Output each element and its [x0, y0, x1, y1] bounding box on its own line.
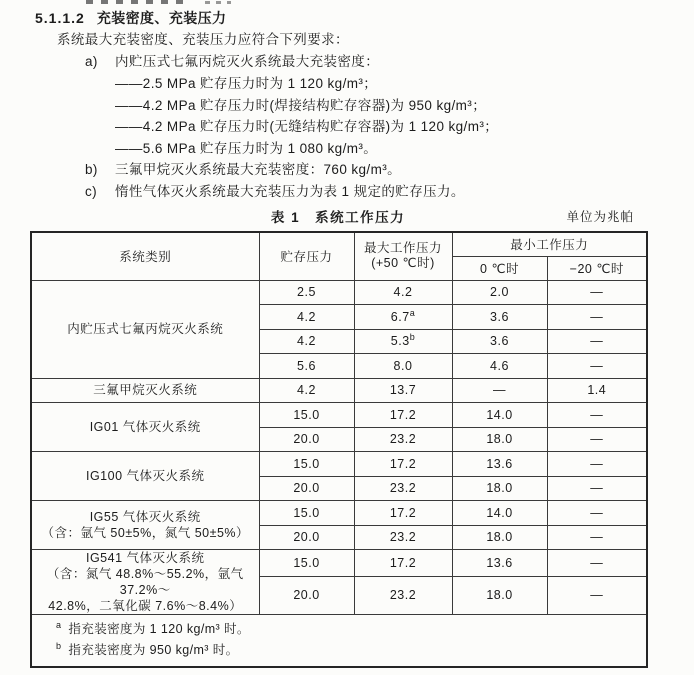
- cell-max: 17.2: [354, 403, 452, 428]
- section-title: 充装密度、充装压力: [96, 10, 227, 26]
- category-ig541: IG541 气体灭火系统 （含：氮气 48.8%～55.2%，氩气 37.2%～ 42.8%，二氧化碳 7.6%～8.4%）: [31, 550, 259, 615]
- cell-min-minus20c: —: [547, 403, 647, 428]
- table-row: [31, 378, 647, 403]
- cell-min-minus20c: —: [547, 329, 647, 354]
- cell-storage: 20.0: [259, 525, 354, 550]
- cell-max: 23.2: [354, 576, 452, 614]
- cell-min-0c: 3.6: [452, 305, 547, 330]
- list-item-a-text: 内贮压式七氟丙烷灭火系统最大充装密度：: [115, 54, 380, 69]
- cell-max: 6.7$^a$: [354, 305, 452, 330]
- cell-min-0c: 13.6: [452, 550, 547, 577]
- list-item-a-sub-3: ——4.2 MPa 贮存压力时(无缝结构贮存容器)为 1 120 kg/m³；: [115, 119, 499, 134]
- cell-min-minus20c: —: [547, 427, 647, 452]
- header-storage-pressure: 贮存压力: [259, 232, 354, 280]
- pressure-table: [30, 231, 648, 668]
- cell-storage: 15.0: [259, 403, 354, 428]
- cell-min-minus20c: —: [547, 501, 647, 526]
- list-item-a-sub-1: ——2.5 MPa 贮存压力时为 1 120 kg/m³；: [115, 76, 378, 91]
- table-row: [31, 501, 647, 526]
- cell-storage: 2.5: [259, 280, 354, 305]
- header-max-line1: 最大工作压力: [363, 241, 442, 256]
- table-row: [31, 403, 647, 428]
- category-ig01: IG01 气体灭火系统: [31, 403, 259, 452]
- cell-min-0c: 18.0: [452, 476, 547, 501]
- footnotes-row: [31, 615, 647, 667]
- footnotes-cell: [31, 615, 647, 667]
- section-intro: 系统最大充装密度、充装压力应符合下列要求：: [57, 32, 349, 47]
- table-caption: 表 1 系统工作压力: [270, 210, 406, 225]
- cell-storage: 15.0: [259, 501, 354, 526]
- list-item-b-label: b): [85, 162, 98, 177]
- list-item-a-label: a): [85, 54, 98, 69]
- cell-max: 4.2: [354, 280, 452, 305]
- cropped-previous-line-fragment: [205, 1, 231, 4]
- cell-max: 23.2: [354, 476, 452, 501]
- cell-min-0c: 13.6: [452, 452, 547, 477]
- list-item-c-label: c): [85, 184, 98, 199]
- cell-max: 17.2: [354, 550, 452, 577]
- cell-min-minus20c: 1.4: [547, 378, 647, 403]
- cell-storage: 4.2: [259, 305, 354, 330]
- list-item-b-text: 三氟甲烷灭火系统最大充装密度：760 kg/m³。: [115, 162, 402, 177]
- cell-min-0c: 2.0: [452, 280, 547, 305]
- cell-storage: 15.0: [259, 550, 354, 577]
- header-max-line2: (+50 ℃时): [371, 256, 435, 271]
- cell-storage: 20.0: [259, 476, 354, 501]
- cell-max: 13.7: [354, 378, 452, 403]
- cell-storage: 4.2: [259, 378, 354, 403]
- cell-min-minus20c: —: [547, 576, 647, 614]
- cell-max: 17.2: [354, 501, 452, 526]
- cell-min-minus20c: —: [547, 550, 647, 577]
- table-caption-row: [30, 206, 646, 224]
- cell-max: 23.2: [354, 525, 452, 550]
- cell-min-minus20c: —: [547, 476, 647, 501]
- category-hfc23: 三氟甲烷灭火系统: [31, 378, 259, 403]
- cell-min-0c: 18.0: [452, 525, 547, 550]
- header-max-working-pressure: [354, 232, 452, 280]
- section-number: 5.1.1.2: [35, 10, 85, 26]
- cell-max: 17.2: [354, 452, 452, 477]
- section-heading: [35, 10, 226, 26]
- cell-min-minus20c: —: [547, 354, 647, 379]
- list-item-a-sub-4: ——5.6 MPa 贮存压力时为 1 080 kg/m³。: [115, 141, 378, 156]
- list-item-c: [85, 184, 465, 200]
- cell-min-minus20c: —: [547, 525, 647, 550]
- cell-max: 5.3$^b$: [354, 329, 452, 354]
- cropped-previous-line-fragment: [86, 0, 190, 4]
- table-row: [31, 550, 647, 577]
- header-min-at-0c: 0 ℃时: [452, 256, 547, 280]
- cell-min-minus20c: —: [547, 452, 647, 477]
- list-item-c-text: 惰性气体灭火系统最大充装压力为表 1 规定的贮存压力。: [115, 184, 465, 199]
- table-row: [31, 452, 647, 477]
- cell-min-0c: 3.6: [452, 329, 547, 354]
- list-item-a: [85, 54, 379, 70]
- cell-storage: 15.0: [259, 452, 354, 477]
- cell-storage: 20.0: [259, 427, 354, 452]
- header-min-working-pressure: 最小工作压力: [452, 232, 647, 256]
- header-min-at-minus20c: −20 ℃时: [547, 256, 647, 280]
- cell-min-0c: 18.0: [452, 427, 547, 452]
- cell-min-0c: 14.0: [452, 501, 547, 526]
- table-row: [31, 280, 647, 305]
- list-item-a-sub-2: ——4.2 MPa 贮存压力时(焊接结构贮存容器)为 950 kg/m³；: [115, 98, 487, 113]
- footnote-b: $^b$ 指充装密度为 950 kg/m³ 时。: [56, 641, 239, 658]
- cell-storage: 20.0: [259, 576, 354, 614]
- table-unit-note: 单位为兆帕: [566, 210, 634, 224]
- cell-max: 23.2: [354, 427, 452, 452]
- category-ig100: IG100 气体灭火系统: [31, 452, 259, 501]
- category-hfc227ea: 内贮压式七氟丙烷灭火系统: [31, 280, 259, 378]
- cell-min-minus20c: —: [547, 280, 647, 305]
- cell-min-0c: 18.0: [452, 576, 547, 614]
- category-ig55: IG55 气体灭火系统 （含：氩气 50±5%，氮气 50±5%）: [31, 501, 259, 550]
- cell-storage: 5.6: [259, 354, 354, 379]
- header-category: 系统类别: [31, 232, 259, 280]
- cell-storage: 4.2: [259, 329, 354, 354]
- cell-min-minus20c: —: [547, 305, 647, 330]
- list-item-b: [85, 162, 401, 178]
- footnote-a: $^a$ 指充装密度为 1 120 kg/m³ 时。: [56, 620, 250, 637]
- cell-min-0c: 14.0: [452, 403, 547, 428]
- cell-min-0c: 4.6: [452, 354, 547, 379]
- cell-max: 8.0: [354, 354, 452, 379]
- cell-min-0c: —: [452, 378, 547, 403]
